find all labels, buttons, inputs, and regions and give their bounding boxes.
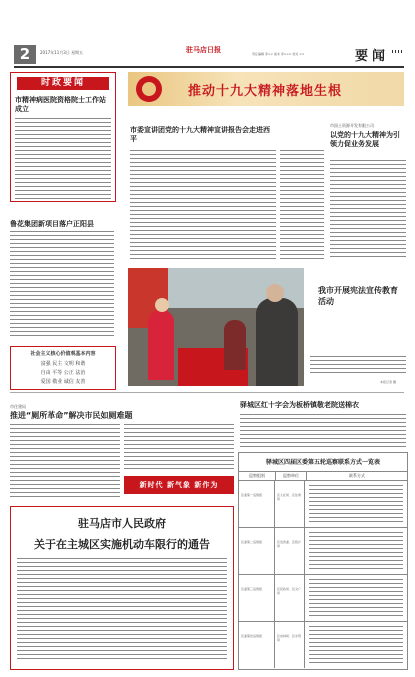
table-cell-contact xyxy=(309,579,403,617)
table-cell-unit: 区农林局、区水利局 xyxy=(275,622,305,668)
issue-date: 2017年11月3日 星期五 xyxy=(40,50,84,55)
table-cell-group: 区委第四巡察组 xyxy=(239,622,275,668)
toilet-kicker: 市住建局 xyxy=(10,404,26,409)
photo-caption-title: 我市开展宪法宣传教育活动 xyxy=(318,286,398,306)
party-emblem-inner xyxy=(142,82,156,96)
header-rule xyxy=(14,66,404,68)
banner-title: 推动十九大精神落地生根 xyxy=(188,84,343,99)
core-values-line-3: 爱国 敬业 诚信 友善 xyxy=(40,379,86,385)
table-row xyxy=(239,622,407,668)
redcross-title: 驿城区红十字会为板桥镇敬老院送棉衣 xyxy=(240,401,359,409)
table-header-unit: 巡察单位 xyxy=(276,472,307,480)
section-divider xyxy=(10,392,404,393)
table-header xyxy=(239,471,407,481)
table-header-contact: 联系方式 xyxy=(349,473,365,478)
table-row xyxy=(239,575,407,622)
core-values-box xyxy=(10,346,116,390)
editor-info: 责任编辑 李×× 美术 李××× 校对 ×× xyxy=(252,52,305,56)
table-title: 驿城区四届区委第五轮巡察联系方式一览表 xyxy=(265,459,380,466)
redcross-body xyxy=(240,414,406,448)
notice-line-2: 关于在主城区实施机动车限行的通告 xyxy=(34,538,210,551)
table-cell-unit: 区民政局、区文广局 xyxy=(275,575,305,621)
column-label: 时政要闻 xyxy=(17,77,109,90)
photo-credit: 本报记者 摄 xyxy=(380,380,396,384)
article2-body xyxy=(10,231,114,339)
notice-box xyxy=(10,506,234,670)
paper-name: 驻马店日报 xyxy=(186,46,221,54)
table-cell-group: 区委第一巡察组 xyxy=(239,481,275,527)
section-title: 要闻 xyxy=(355,49,390,64)
table-cell-contact xyxy=(309,626,403,664)
table-cell-group: 区委第三巡察组 xyxy=(239,575,275,621)
toilet-body-2 xyxy=(124,424,234,472)
center-article-body-2 xyxy=(280,150,324,260)
notice-line-1: 驻马店市人民政府 xyxy=(78,517,166,530)
notice-body xyxy=(17,558,227,662)
page-number: 2 xyxy=(14,45,36,64)
toilet-body-1 xyxy=(10,424,120,500)
article2-title: 鲁花集团新项目落户正阳县 xyxy=(10,220,94,228)
table-cell-group: 区委第二巡察组 xyxy=(239,528,275,574)
header-decoration xyxy=(392,50,404,53)
banner xyxy=(128,72,404,106)
inspection-table xyxy=(238,452,408,670)
toilet-title: 推进“厕所革命”解决市民如厕难题 xyxy=(10,411,133,420)
right-article-body xyxy=(330,160,406,260)
center-article-title: 市委宣讲团党的十九大精神宣讲报告会走进西平 xyxy=(130,126,270,143)
table-cell-unit: 区发改委、区统计局 xyxy=(275,528,305,574)
slogan-banner: 新时代 新气象 新作为 xyxy=(124,476,234,494)
article1-body xyxy=(15,118,111,202)
photo-caption-body xyxy=(310,356,406,376)
news-photo xyxy=(128,268,304,386)
table-cell-unit: 区人社局、区住建局 xyxy=(275,481,305,527)
table-cell-contact xyxy=(309,485,403,523)
core-values-line-1: 富强 民主 文明 和谐 xyxy=(40,361,86,367)
right-title: 以党的十九大精神为引领力促业务发展 xyxy=(330,131,400,148)
right-kicker: 市国土资源开发有限公司 xyxy=(330,123,374,128)
table-row xyxy=(239,481,407,528)
politics-box xyxy=(10,72,116,202)
center-article-body xyxy=(130,150,276,260)
article1-title: 市精神病医院资格院士工作站成立 xyxy=(15,96,106,113)
table-row xyxy=(239,528,407,575)
core-values-line-2: 自由 平等 公正 法治 xyxy=(40,370,86,376)
core-values-title: 社会主义核心价值观基本内容 xyxy=(30,351,96,357)
table-cell-contact xyxy=(309,532,403,570)
table-header-group: 巡察组别 xyxy=(239,472,276,480)
